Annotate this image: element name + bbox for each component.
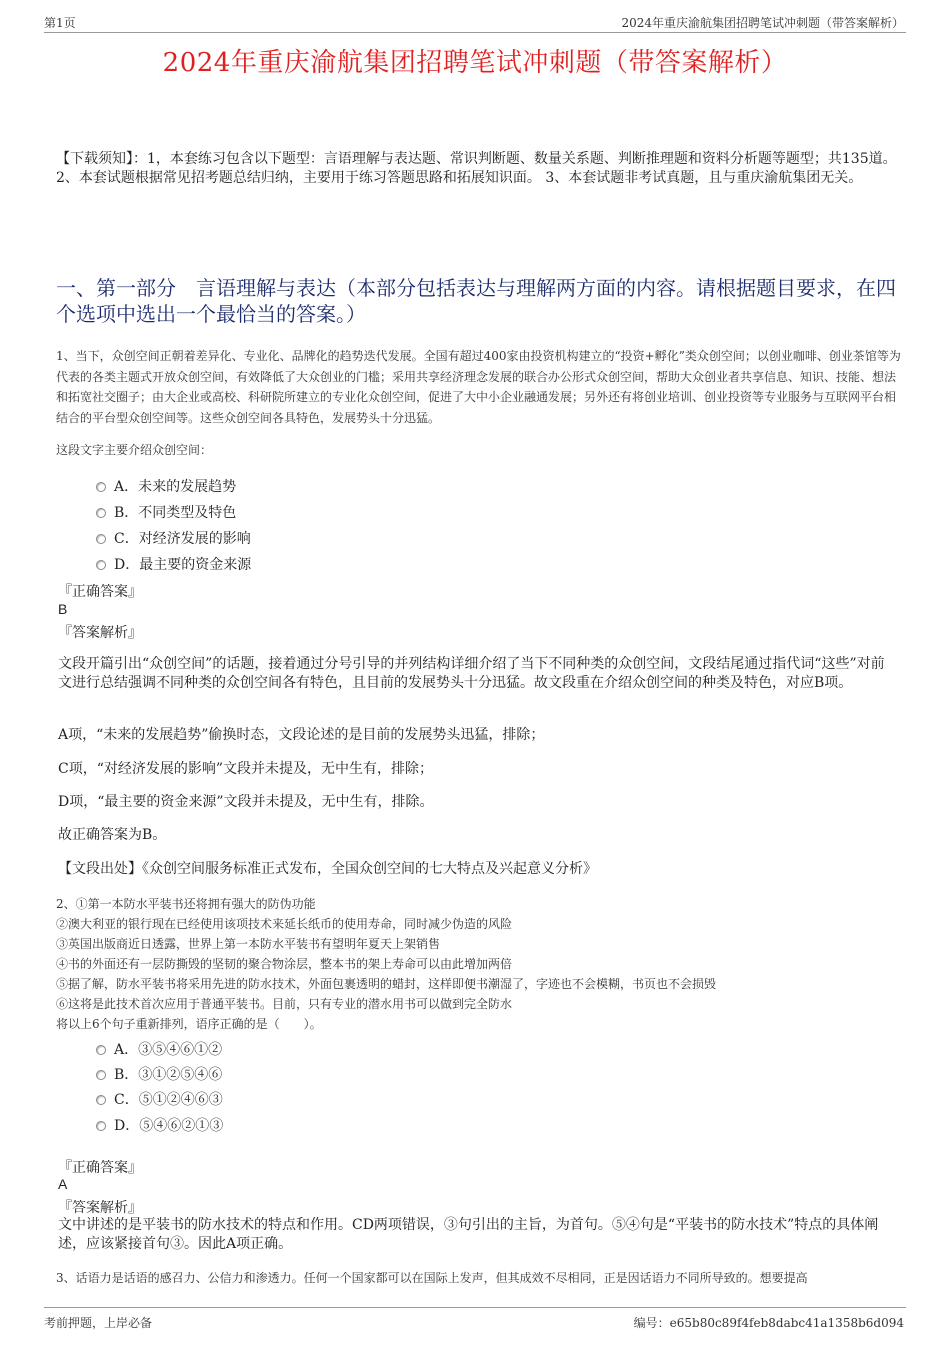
q1-analysis-conclusion: 故正确答案为B。 (58, 827, 167, 843)
download-notice: 【下载须知】：1，本套练习包含以下题型：言语理解与表达题、常识判断题、数量关系题、判断推理题和资料分析题等题型；共135道。 2、本套试题根据常见招考题总结归纳，主要用于练习答题思路和拓展知识面。 3、本套试题非考试真题，且与重庆渝航集团无关。 (56, 151, 897, 186)
q1-passage: 1、当下，众创空间正朝着差异化、专业化、品牌化的趋势迭代发展。全国有超过400家由投资机构建立的“投资+孵化”类众创空间；以创业咖啡、创业茶馆等为代表的各类主题式开放众创空间，有效降低了大众创业的门槛；采用共享经济理念发展的联合办公形式众创空间，帮助大众创业者共享信息、知识、技能、想法和拓宽社交圈子；由大企业或高校、科研院所建立的专业化众创空间，促进了大中小企业融通发展；另外还有将创业培训、创业投资等专业服务与互联网平台相结合的平台型众创空间等。这些众创空间各具特色，发展势头十分迅猛。 (56, 349, 901, 425)
page-title: 2024年重庆渝航集团招聘笔试冲刺题（带答案解析） (162, 48, 788, 78)
footer-divider (44, 1307, 906, 1308)
option-text: ⑤④⑥②①③ (139, 1118, 224, 1134)
radio-icon[interactable] (96, 1121, 106, 1131)
q2-stem: 将以上6个句子重新排列，语序正确的是（ ）。 (56, 1017, 322, 1031)
q2-line-1: 2、①第一本防水平装书还将拥有强大的防伪功能 (56, 897, 316, 911)
option-letter: C． (114, 531, 139, 547)
q2-line-2: ②澳大利亚的银行现在已经使用该项技术来延长纸币的使用寿命，同时减少伪造的风险 (56, 917, 513, 931)
header-divider (44, 32, 906, 33)
radio-icon[interactable] (96, 1045, 106, 1055)
option-text: ③⑤④⑥①② (138, 1042, 223, 1058)
footer-doc-id: 编号：e65b80c89f4feb8dabc41a1358b6d094 (633, 1316, 904, 1330)
q1-source: 【文段出处】《众创空间服务标准正式发布，全国众创空间的七大特点及兴起意义分析》 (58, 861, 597, 877)
q1-analysis-a: A项，“未来的发展趋势”偷换时态，文段论述的是目前的发展势头迅猛，排除； (58, 727, 545, 743)
q2-option-d[interactable] (96, 1115, 223, 1135)
q2-analysis-label: 『答案解析』 (58, 1200, 142, 1216)
q1-option-d[interactable] (96, 554, 251, 574)
q2-line-5: ⑤据了解，防水平装书将采用先进的防水技术，外面包裹透明的蜡封，这样即便书潮湿了，字迹也不会模糊，书页也不会损毁 (56, 977, 717, 991)
q3-passage: 3、话语力是话语的感召力、公信力和渗透力。任何一个国家都可以在国际上发声，但其成效不尽相同，正是因话语力不同所导致的。想要提高 (56, 1271, 808, 1285)
option-letter: A． (114, 479, 139, 495)
q2-line-3: ③英国出版商近日透露，世界上第一本防水平装书有望明年夏天上架销售 (56, 937, 441, 951)
q1-option-b[interactable] (96, 502, 236, 522)
radio-icon[interactable] (96, 1070, 106, 1080)
q1-option-a[interactable] (96, 476, 236, 496)
q1-analysis-label: 『答案解析』 (58, 625, 142, 641)
q1-answer-label: 『正确答案』 (58, 584, 142, 600)
option-letter: D． (114, 557, 140, 573)
section-heading: 一、第一部分 言语理解与表达（本部分包括表达与理解两方面的内容。请根据题目要求，在四个选项中选出一个最恰当的答案。） (56, 276, 896, 326)
option-text: 未来的发展趋势 (138, 479, 237, 495)
q1-analysis-d: D项，“最主要的资金来源”文段并未提及，无中生有，排除。 (58, 794, 434, 810)
header-page-label: 第1页 (44, 16, 76, 30)
option-text: 最主要的资金来源 (139, 557, 252, 573)
option-text: ⑤①②④⑥③ (138, 1092, 223, 1108)
q1-option-c[interactable] (96, 528, 251, 548)
option-letter: D． (114, 1118, 140, 1134)
radio-icon[interactable] (96, 560, 106, 570)
radio-icon[interactable] (96, 1095, 106, 1105)
header-doc-title: 2024年重庆渝航集团招聘笔试冲刺题（带答案解析） (621, 16, 904, 30)
radio-icon[interactable] (96, 534, 106, 544)
q2-answer-label: 『正确答案』 (58, 1160, 142, 1176)
option-letter: B． (114, 1067, 139, 1083)
footer-slogan: 考前押题，上岸必备 (44, 1316, 153, 1330)
q1-analysis-c: C项，“对经济发展的影响”文段并未提及，无中生有，排除； (58, 761, 434, 777)
option-letter: A． (114, 1042, 139, 1058)
q2-analysis: 文中讲述的是平装书的防水技术的特点和作用。CD两项错误，③句引出的主旨，为首句。⑤④句是“平装书的防水技术”特点的具体阐述，应该紧接首句③。因此A项正确。 (58, 1217, 879, 1252)
option-letter: B． (114, 505, 139, 521)
q2-option-c[interactable] (96, 1089, 223, 1109)
option-text: 对经济发展的影响 (138, 531, 251, 547)
q2-line-6: ⑥这将是此技术首次应用于普通平装书。目前，只有专业的潜水用书可以做到完全防水 (56, 997, 513, 1011)
option-text: 不同类型及特色 (138, 505, 237, 521)
option-text: ③①②⑤④⑥ (138, 1067, 223, 1083)
q2-option-b[interactable] (96, 1064, 222, 1084)
q2-option-a[interactable] (96, 1039, 222, 1059)
q2-answer: A (58, 1176, 68, 1192)
q1-stem: 这段文字主要介绍众创空间： (56, 443, 213, 457)
q2-line-4: ④书的外面还有一层防撕毁的坚韧的聚合物涂层，整本书的架上寿命可以由此增加两倍 (56, 957, 513, 971)
option-letter: C． (114, 1092, 139, 1108)
radio-icon[interactable] (96, 508, 106, 518)
radio-icon[interactable] (96, 482, 106, 492)
q1-answer: B (58, 601, 68, 617)
q1-analysis-main: 文段开篇引出“众创空间”的话题，接着通过分号引导的并列结构详细介绍了当下不同种类的众创空间，文段结尾通过指代词“这些”对前文进行总结强调不同种类的众创空间各有特色，且目前的发展势头十分迅猛。故文段重在介绍众创空间的种类及特色，对应B项。 (58, 656, 885, 691)
